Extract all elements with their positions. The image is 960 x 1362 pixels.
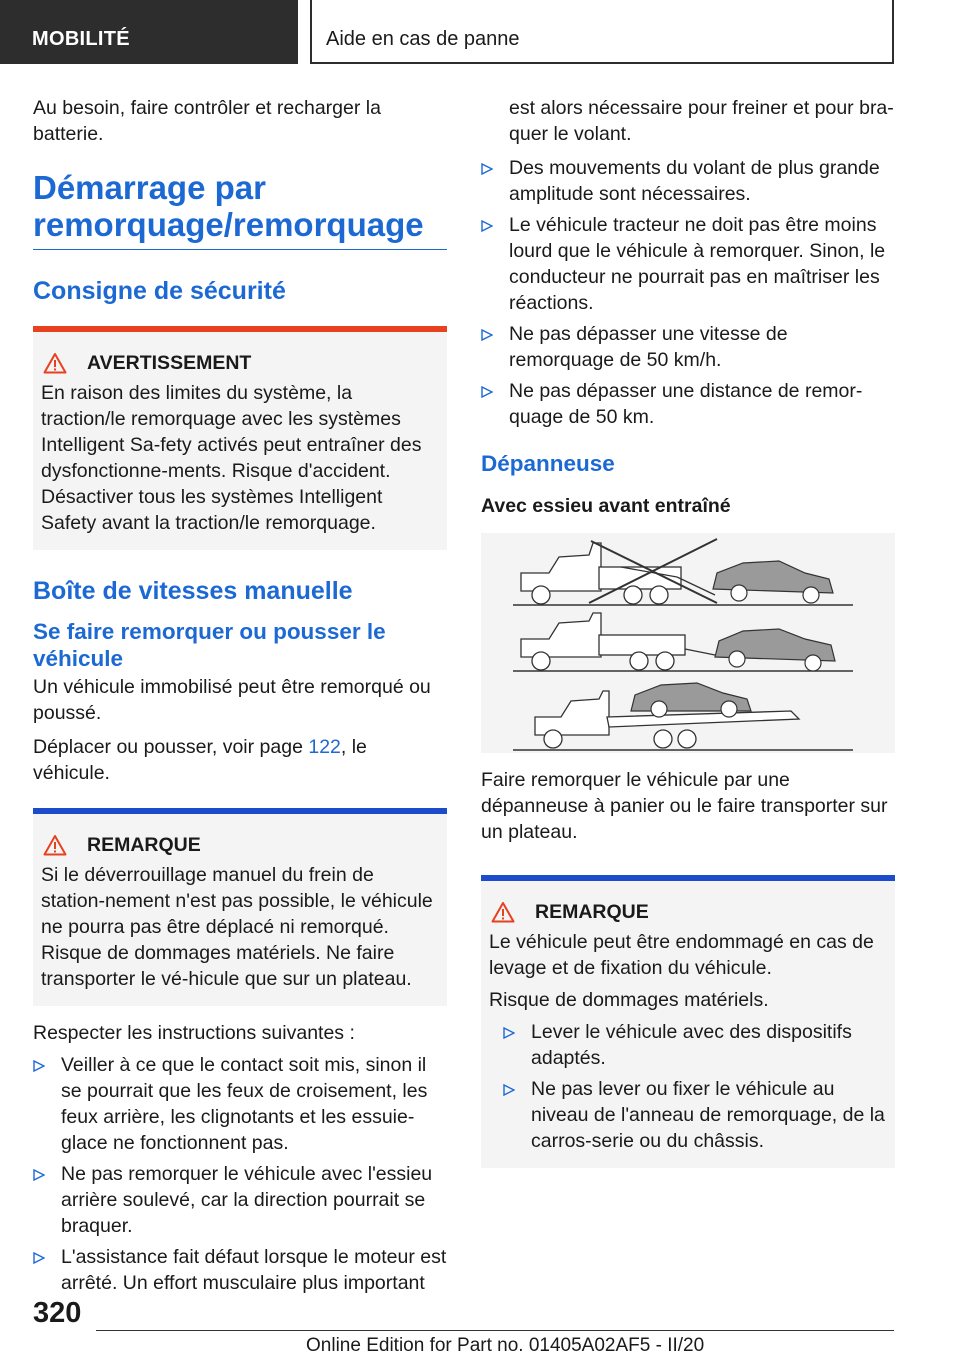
page-number: 320 (33, 1297, 82, 1329)
bullet-text: Lever le véhicule avec des dispositifs adaptés. (531, 1021, 852, 1069)
immobilized-paragraph: Un véhicule immobilisé peut être remorqué ou poussé. (33, 676, 431, 724)
section-tab (0, 0, 298, 64)
list-item (481, 321, 895, 373)
main-heading (33, 169, 447, 243)
bullet-text: Veiller à ce que le contact soit mis, sinon il se pourrait que les feux de croisement, les feux arrière, les clignotants et les essuie-glace ne fonctionnent pas. (61, 1054, 428, 1154)
tow-truck-heading: Dépanneuse (481, 451, 615, 476)
left-bullet-list (33, 1052, 447, 1296)
triangle-bullet-icon (481, 220, 493, 232)
page-reference-link[interactable]: 122 (308, 736, 341, 758)
bullet-text: Ne pas remorquer le véhicule avec l'essieu arrière soulevé, car la direction pourrait se braquer. (61, 1163, 433, 1237)
list-item (33, 1052, 447, 1156)
safety-heading: Consigne de sécurité (33, 277, 286, 305)
list-item (503, 1019, 887, 1071)
bullet-text: L'assistance fait défaut lorsque le moteur est arrêté. Un effort musculaire plus important (61, 1246, 447, 1294)
bullet-text: Ne pas dépasser une vitesse de remorquage de 50 km/h. (509, 323, 788, 371)
intro-paragraph: Au besoin, faire contrôler et recharger la batterie. (33, 97, 381, 145)
chapter-tab (310, 0, 894, 64)
bullet-text: Des mouvements du volant de plus grande amplitude sont nécessaires. (509, 157, 880, 205)
chapter-title: Aide en cas de panne (326, 28, 520, 50)
warning-triangle-icon (43, 834, 67, 856)
footer-rule (96, 1330, 894, 1331)
list-item (33, 1161, 447, 1239)
section-title: MOBILITÉ (32, 28, 130, 50)
manual-gearbox-heading: Boîte de vitesses manuelle (33, 577, 353, 605)
move-text-b: , le véhicule. (33, 736, 367, 784)
list-item (503, 1076, 887, 1154)
notice-text-2: Risque de dommages matériels. (489, 989, 769, 1011)
triangle-bullet-icon (503, 1027, 515, 1039)
bullet-text: Le véhicule tracteur ne doit pas être moins lourd que le véhicule à remorquer. Sinon, le conducteur ne pourrait pas en maîtriser les réactions. (509, 214, 886, 314)
towing-illustration (481, 533, 895, 753)
notice-text: Si le déverrouillage manuel du frein de station‐nement n'est pas possible, le véhicule ne pourra pas être déplacé ni remorqué. Risque de dommages matériels. Ne faire transporter le vé‐hicule que sur un plateau. (41, 864, 433, 990)
warning-title: AVERTISSEMENT (87, 352, 252, 374)
main-heading-line1: Démarrage par (33, 169, 266, 206)
notice-title: REMARQUE (535, 901, 649, 923)
right-column (481, 95, 895, 1168)
triangle-bullet-icon (481, 329, 493, 341)
continuation-text: est alors nécessaire pour freiner et pour bra‐quer le volant. (509, 97, 894, 145)
triangle-bullet-icon (481, 163, 493, 175)
tow-truck-illustration (481, 533, 895, 753)
notice-title-row (41, 832, 439, 858)
main-heading-line2: remorquage/remorquage (33, 206, 424, 243)
notice-bar (33, 808, 447, 814)
triangle-bullet-icon (33, 1252, 45, 1264)
right-bullet-list (481, 155, 895, 430)
notice-text-1: Le véhicule peut être endommagé en cas de levage et de fixation du véhicule. (489, 931, 874, 979)
notice-box (33, 808, 447, 1006)
list-item (481, 155, 895, 207)
list-item (481, 378, 895, 430)
figure-caption: Faire remorquer le véhicule par une dépanneuse à panier ou le faire transporter sur un plateau. (481, 769, 888, 843)
warning-box (33, 326, 447, 550)
warning-triangle-icon (43, 352, 67, 374)
notice-box-right (481, 875, 895, 1168)
triangle-bullet-icon (33, 1169, 45, 1181)
list-item (481, 212, 895, 316)
bullet-text: Ne pas dépasser une distance de remor‐quage de 50 km. (509, 380, 863, 428)
list-item (33, 1244, 447, 1296)
warning-triangle-icon (491, 901, 515, 923)
edition-text: Online Edition for Part no. 01405A02AF5 - II/20 (306, 1335, 705, 1356)
triangle-bullet-icon (481, 386, 493, 398)
move-paragraph (33, 734, 447, 786)
respect-instructions: Respecter les instructions suivantes : (33, 1022, 355, 1044)
notice-title: REMARQUE (87, 834, 201, 856)
tow-push-heading: Se faire remorquer ou pousser le véhicule (33, 619, 386, 671)
bullet-text: Ne pas lever ou fixer le véhicule au niveau de l'anneau de remorquage, de la carros‐serie ou du châssis. (531, 1078, 885, 1152)
left-column (33, 95, 447, 1301)
warning-title-row (41, 350, 439, 376)
front-axle-subheading: Avec essieu avant entraîné (481, 495, 731, 517)
notice-title-row (489, 899, 887, 925)
notice-bar (481, 875, 895, 881)
move-text-a: Déplacer ou pousser, voir page (33, 736, 309, 758)
warning-bar (33, 326, 447, 332)
triangle-bullet-icon (503, 1084, 515, 1096)
heading-rule (33, 249, 447, 250)
notice-bullet-list (489, 1019, 887, 1154)
warning-text: En raison des limites du système, la traction/le remorquage avec les systèmes Intelligent Sa‐fety activés peut entraîner des dysfonctionne‐ments. Risque d'accident. Désactiver tous les systèmes Intelligent Safety avant la traction/le remorquage. (41, 382, 422, 534)
triangle-bullet-icon (33, 1060, 45, 1072)
